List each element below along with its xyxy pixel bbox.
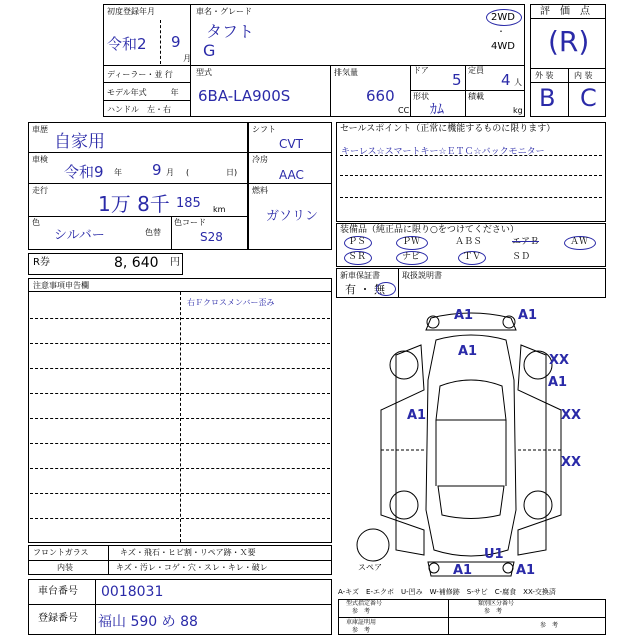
spare-label: スペア [358,563,382,572]
capacity-unit: 人 [514,78,522,87]
plate-value: 福山 590 め 88 [98,614,198,630]
warranty-value: 有 ・ 無 [345,283,385,296]
inspection-year-unit: 年 [114,168,122,177]
type-value: 6BA-LA900S [198,87,291,105]
drive-2wd: 2WD [491,12,515,23]
recycle-box [28,253,183,275]
manual-label: 取扱説明書 [402,271,442,280]
reg-month: 9 [171,33,181,51]
rating-label: 評 価 点 [540,6,590,17]
fuel-value: ガソリン [266,209,319,224]
damage-mark: A1 [458,344,478,359]
damage-mark: XX [561,408,582,423]
shift-label: シフト [252,125,276,134]
model-year-label: モデル年式 年 [107,88,179,97]
equipment-label: 装備品（純正品に限り○をつけてください） [340,225,519,235]
capacity-label: 定員 [468,66,484,75]
kg-unit: kg [513,106,523,115]
sales-text: キーレス☆スマートキー☆ＥＴＣ☆バックモニター [341,147,545,157]
cc-unit: CC [398,106,410,115]
sales-box [336,122,606,222]
recycle-label: R券 [33,257,50,268]
model-cert-ref: 参 考 [352,608,371,615]
mileage-value: 1万 8千 [98,192,170,216]
equip-sr: ＳＲ [348,252,367,262]
inspection-month-unit: 月 [166,168,174,177]
inspection-label: 車検 [32,155,48,164]
inspection-day-open: ( [186,168,190,177]
ac-value: AAC [279,168,304,182]
ac-label: 冷房 [252,155,268,164]
color-label: 色 [32,218,40,227]
mileage-extra: 185 [176,196,201,211]
damage-mark: A1 [453,563,473,578]
door-value: 5 [452,71,462,89]
reg-year-label: 初度登録年月 [107,7,155,16]
equip-aw: ＡＷ [570,237,589,247]
equip-ps: ＰＳ [348,237,367,247]
equip-pw: ＰＷ [402,237,421,247]
displacement-value: 660 [366,87,395,105]
category-label: 車歴 [32,125,48,134]
displacement-label: 排気量 [334,68,358,77]
exterior-label: 外 装 [535,71,554,80]
fuel-label: 燃料 [252,186,268,195]
shift-value: CVT [279,137,303,151]
legend-text: A-キズ E-エクボ U-凹み W-補修跡 S-サビ C-腐食 XX-交換済 [338,588,556,596]
chassis-label: 車台番号 [38,586,78,597]
front-glass-label: フロントガラス [33,548,89,557]
interior-label: 内 装 [574,71,593,80]
equip-tv: ＴＶ [463,252,482,262]
front-glass-text: キズ・飛石・ヒビ割・リペア跡・Ｘ要 [120,548,256,557]
grade: G [203,41,216,60]
drive-4wd: 4WD [491,41,515,52]
handle-label: ハンドル 左・右 [107,105,171,114]
holder-label: 車庫証明用 [346,619,377,626]
damage-mark: A1 [548,375,568,390]
damage-mark: A1 [516,563,536,578]
interior-cond-label: 内装 [57,563,73,572]
equip-sd: ＳＤ [512,252,531,262]
mileage-label: 走行 [32,186,48,195]
load-label: 積載 [468,92,484,101]
holder-ref: 参 考 [352,627,371,634]
holder-ref-right: 参 考 [540,622,559,629]
damage-mark: XX [549,353,570,368]
warranty-label: 新車保証書 [340,271,380,280]
category-num-label: 類別区分番号 [478,600,515,607]
door-label: ドア [413,66,429,75]
shape-value: ｶﾑ [430,102,444,118]
color-code-value: S28 [200,230,223,244]
color-change-label: 色替 [145,228,161,237]
model-cert-label: 型式指定番号 [346,600,383,607]
drive-dot: ・ [497,27,505,36]
damage-mark: U1 [484,547,504,562]
category-value: 自家用 [54,132,105,152]
notes-label: 注意事項申告欄 [33,281,89,290]
type-label: 型式 [196,68,212,77]
recycle-value: 8, 640 [114,255,159,271]
month-unit: 月 [183,54,191,63]
category-num-ref: 参 考 [484,608,503,615]
equip-airbag: エアＢ [512,237,540,247]
sales-label: セールスポイント（正常に機能するものに限ります） [340,124,556,134]
km-unit: km [213,205,226,214]
exterior-value: B [539,84,556,112]
interior-cond-text: キズ・汚レ・コゲ・穴・スレ・キレ・破レ [116,563,268,572]
reg-era: 令和2 [107,35,147,53]
damage-mark: A1 [407,408,427,423]
shape-label: 形状 [413,92,429,101]
color-code-label: 色コード [174,218,206,227]
damage-mark: XX [561,455,582,470]
damage-mark: A1 [454,308,474,323]
recycle-unit: 円 [170,257,180,268]
damage-mark: A1 [518,308,538,323]
color-value: シルバー [54,228,105,243]
dealer-label: ディーラー・並 行 [107,70,173,79]
equip-navi: ナビ [402,252,421,262]
inspection-era: 令和9 [64,163,104,181]
inspection-day-unit: 日) [226,168,238,177]
inspection-month: 9 [152,161,162,179]
equip-abs: ＡＢＳ [455,237,483,247]
plate-label: 登録番号 [38,613,78,624]
notes-text: 右Ｆクロスメンバー歪み [187,298,275,307]
capacity-value: 4 [501,71,511,89]
name-label: 車名・グレード [196,7,252,16]
rating-score: (R) [548,25,590,58]
car-name: タフト [206,22,255,41]
interior-value: C [580,84,597,112]
chassis-value: 0018031 [101,584,164,600]
